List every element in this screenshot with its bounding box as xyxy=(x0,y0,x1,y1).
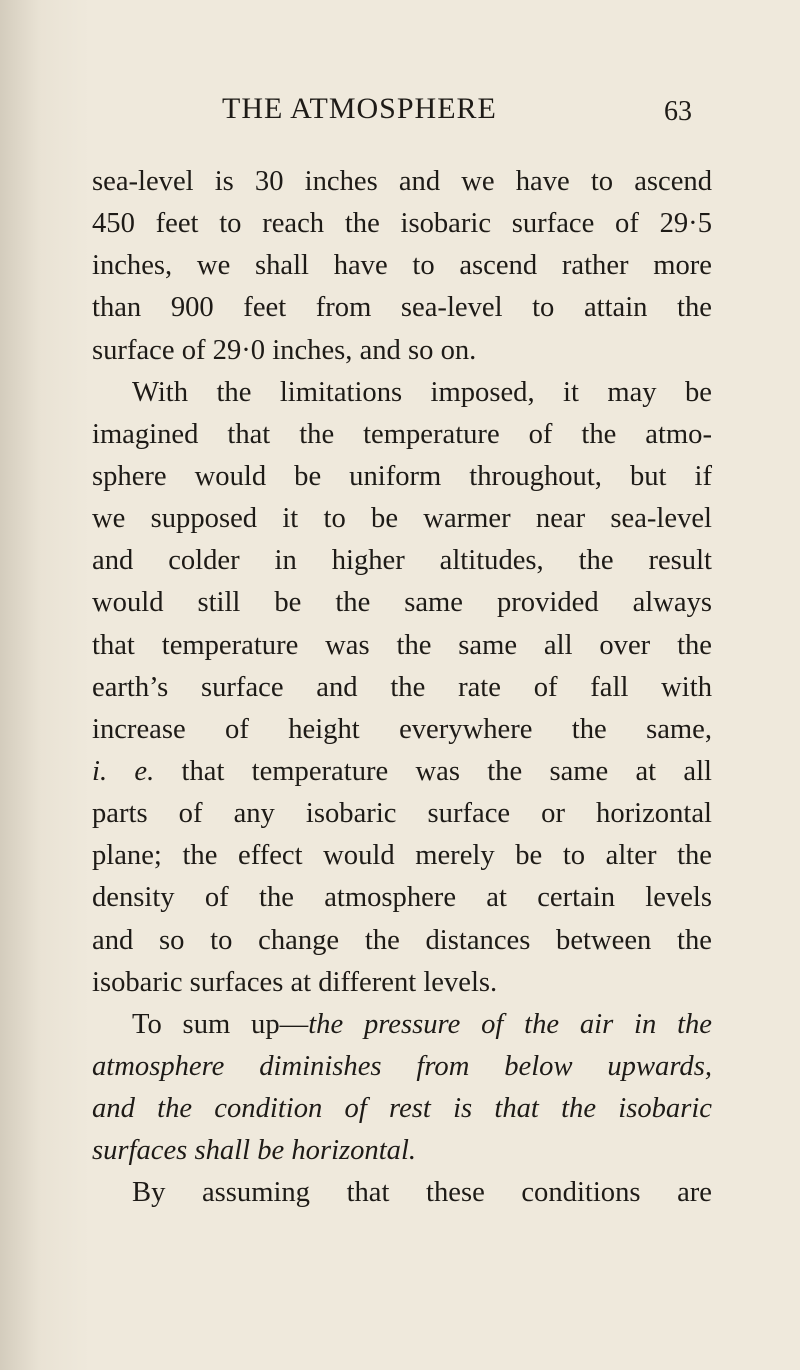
text-line xyxy=(92,1004,712,1046)
summary-lead: To sum up— xyxy=(132,1008,309,1040)
text-line: sea-level is 30 inches and we have to ascend xyxy=(92,166,712,197)
text-line: surfaces shall be horizontal. xyxy=(92,1135,417,1167)
text-line: and colder in higher altitudes, the result xyxy=(92,545,712,577)
ie-abbreviation: i. e. xyxy=(92,755,155,787)
text-line: we supposed it to be warmer near sea-level xyxy=(92,503,712,535)
text-line: that temperature was the same all over the xyxy=(92,629,712,661)
text-line: parts of any isobaric surface or horizontal xyxy=(92,798,712,830)
page-number: 63 xyxy=(664,96,692,127)
text-line: density of the atmosphere at certain levels xyxy=(92,882,712,914)
text-line: earth’s surface and the rate of fall with xyxy=(92,671,712,703)
text-line: isobaric surfaces at different levels. xyxy=(92,966,498,998)
text-line: By assuming that these conditions are xyxy=(132,1177,712,1209)
body-text xyxy=(92,161,712,1215)
text-line: would still be the same provided always xyxy=(92,587,712,619)
text-line: sphere would be uniform throughout, but if xyxy=(92,460,712,492)
text-line: and the condition of rest is that the isobaric xyxy=(92,1093,712,1125)
text-line xyxy=(92,751,712,793)
summary-italic: the pressure of the air in the xyxy=(308,1008,713,1040)
running-head: THE ATMOSPHERE xyxy=(222,92,497,125)
text-line: inches, we shall have to ascend rather more xyxy=(92,250,712,282)
page-header xyxy=(0,92,800,128)
text-line: With the limitations imposed, it may be xyxy=(132,376,712,408)
text-line: imagined that the temperature of the atmo- xyxy=(92,418,712,450)
text-line: plane; the effect would merely be to alter the xyxy=(92,840,712,872)
text-line: than 900 feet from sea-level to attain the xyxy=(92,292,712,324)
text-line: increase of height everywhere the same, xyxy=(92,713,712,745)
text-line: atmosphere diminishes from below upwards, xyxy=(92,1050,712,1082)
text-line: and so to change the distances between the xyxy=(92,924,712,956)
text-line: 450 feet to reach the isobaric surface of 29·5 xyxy=(92,208,712,240)
text-line: surface of 29·0 inches, and so on. xyxy=(92,334,477,366)
text-line-rest: that temperature was the same at all xyxy=(181,755,712,787)
